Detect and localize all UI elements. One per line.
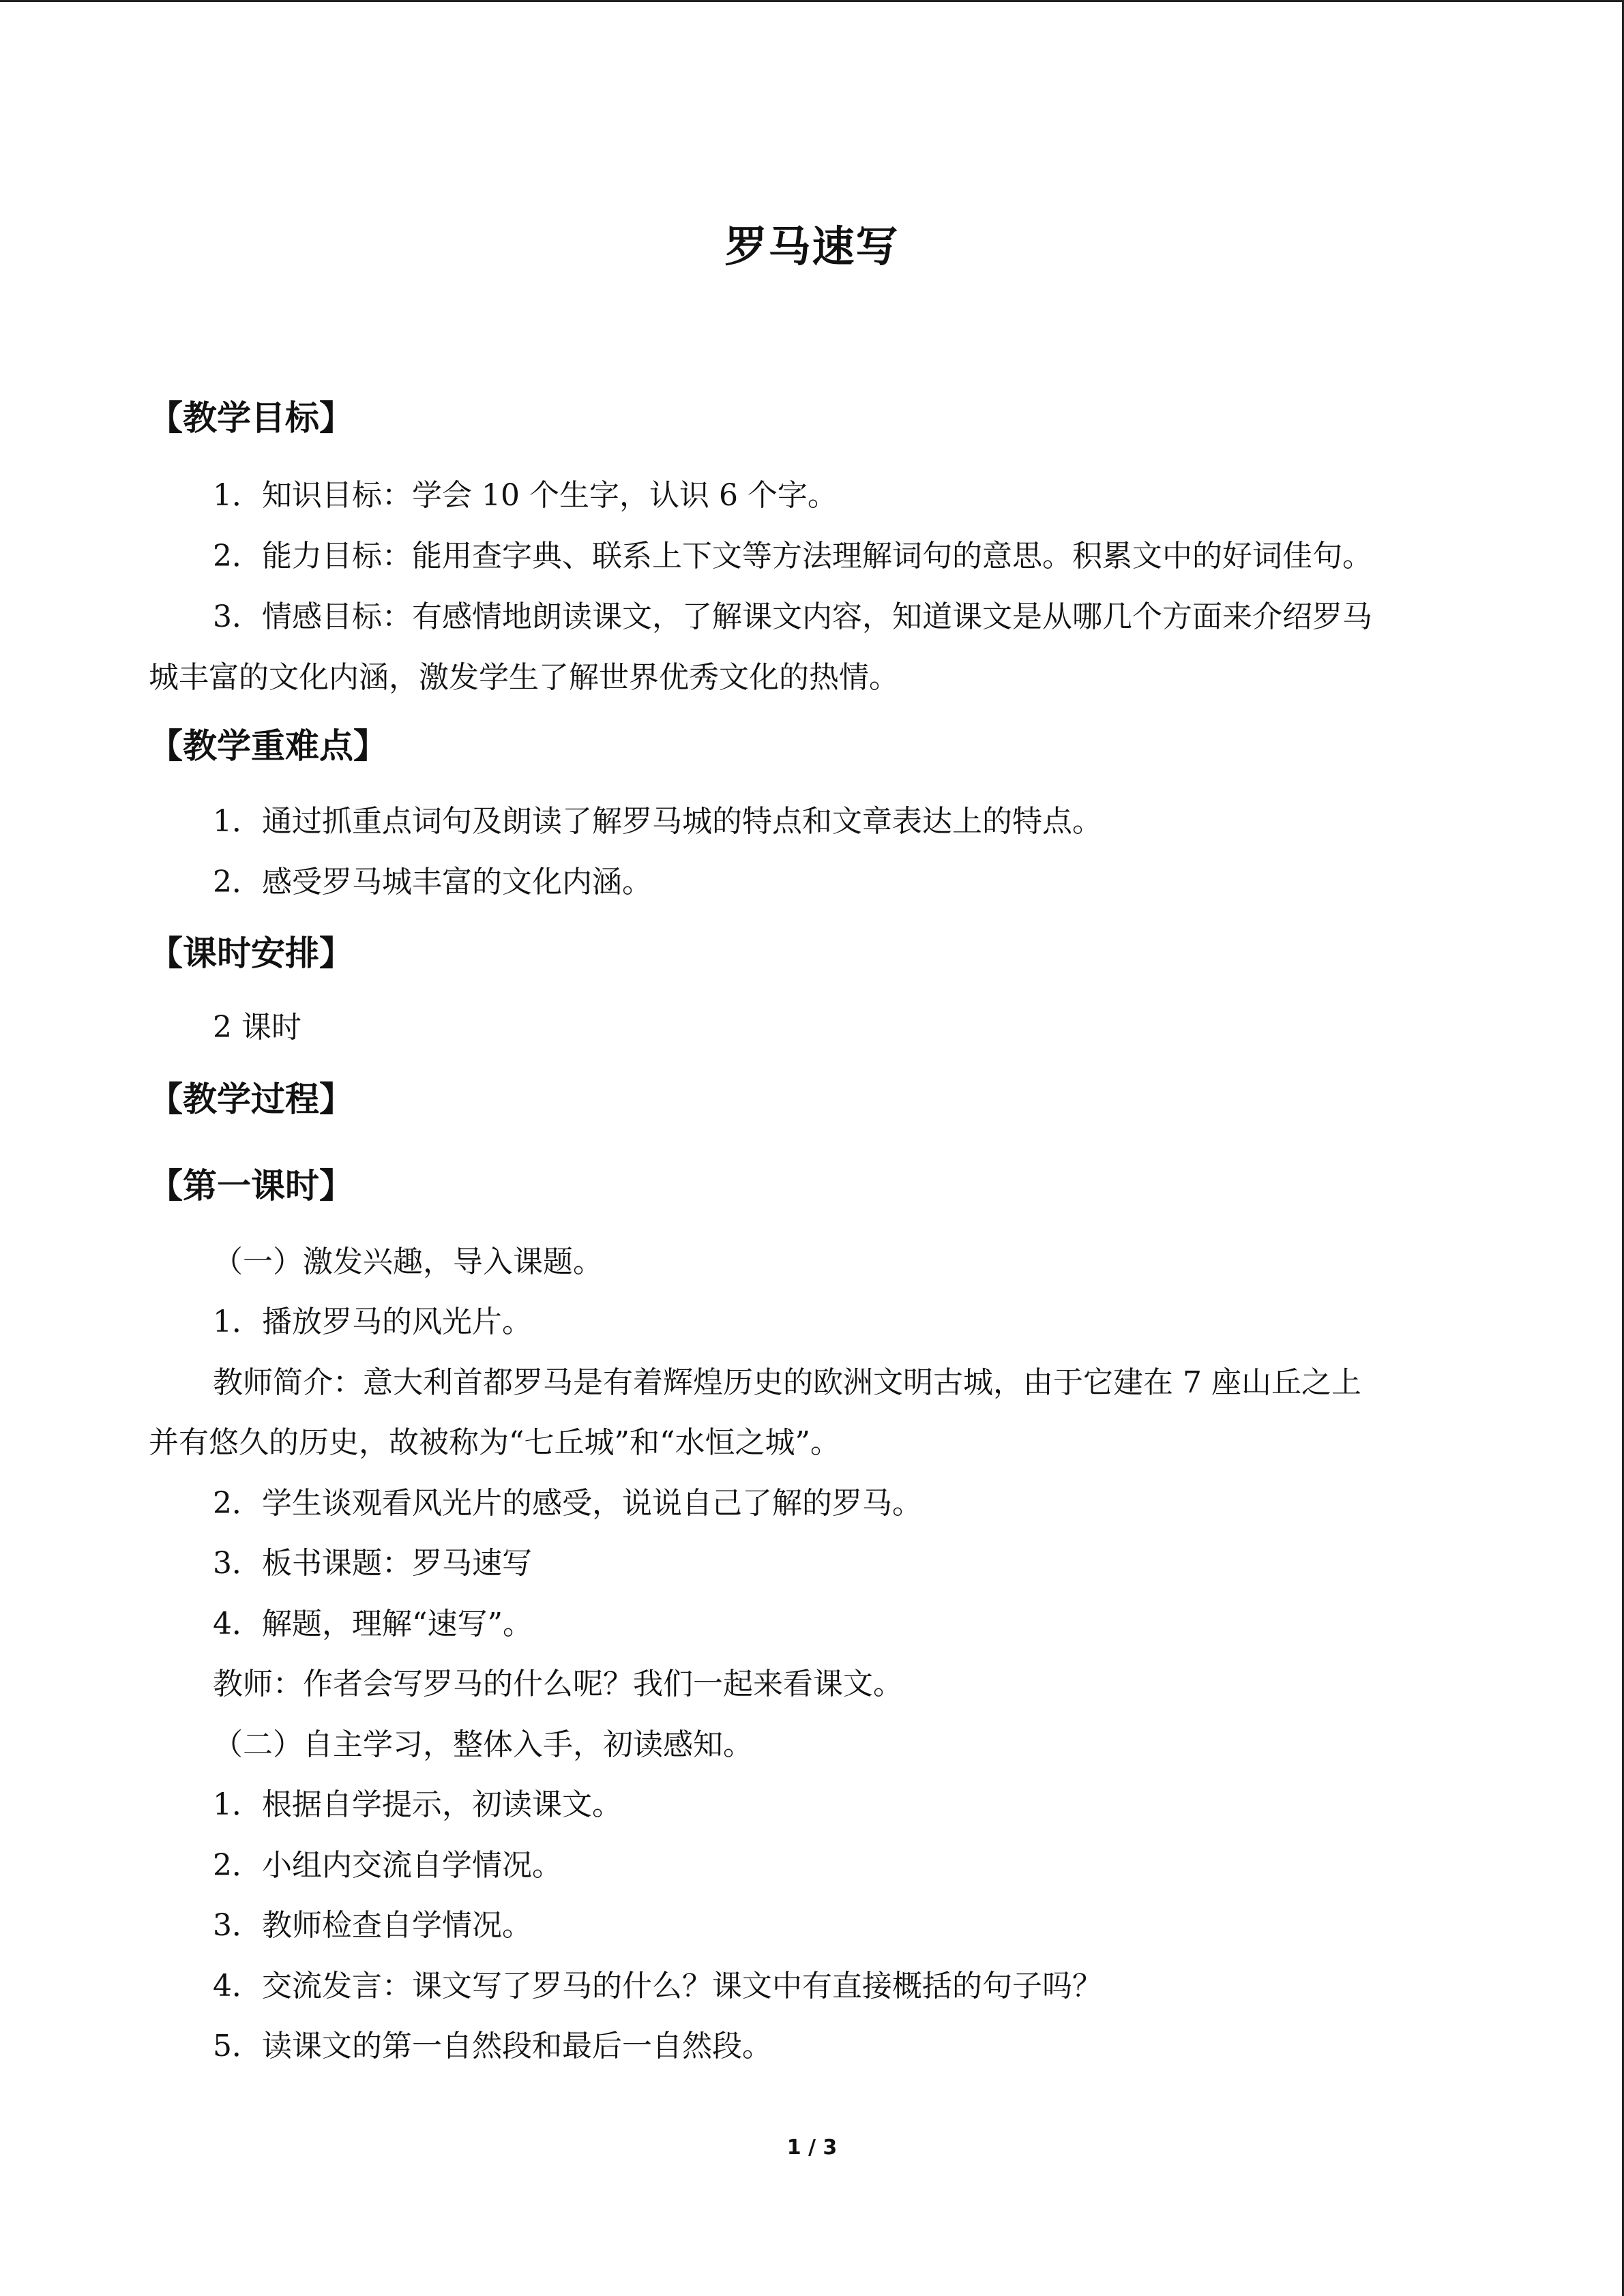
lesson-line: 5．读课文的第一自然段和最后一自然段。 (213, 2029, 772, 2063)
lesson-line: 4．交流发言：课文写了罗马的什么？课文中有直接概括的句子吗？ (213, 1969, 1102, 2003)
schedule-text: 2 课时 (213, 1010, 301, 1045)
lesson-line: 1．播放罗马的风光片。 (213, 1304, 532, 1339)
goal-item-knowledge: 1．知识目标：学会 10 个生字，认识 6 个字。 (213, 478, 838, 513)
page-border-top (0, 0, 1624, 2)
lesson-line: 3．教师检查自学情况。 (213, 1908, 532, 1943)
lesson-line: 2．学生谈观看风光片的感受，说说自己了解的罗马。 (213, 1486, 922, 1521)
heading-lesson-one: 【第一课时】 (149, 1165, 353, 1206)
lesson-line: 4．解题，理解“速写”。 (213, 1607, 533, 1641)
lesson-line: 3．板书课题：罗马速写 (213, 1546, 532, 1581)
page-number: 1 / 3 (786, 2136, 838, 2160)
lesson-line: 并有悠久的历史，故被称为“七丘城”和“水恒之城”。 (149, 1425, 840, 1460)
heading-teaching-goals: 【教学目标】 (149, 398, 353, 438)
lesson-line: 教师简介：意大利首都罗马是有着辉煌历史的欧洲文明古城，由于它建在 7 座山丘之上 (213, 1365, 1361, 1400)
heading-teaching-process: 【教学过程】 (149, 1079, 353, 1119)
heading-schedule: 【课时安排】 (149, 933, 353, 973)
document-title: 罗马速写 (724, 222, 900, 271)
lesson-line: （一）激发兴趣，导入课题。 (213, 1244, 603, 1279)
heading-key-points: 【教学重难点】 (149, 726, 387, 766)
goal-item-emotion: 3．情感目标：有感情地朗读课文，了解课文内容，知道课文是从哪几个方面来介绍罗马 (213, 599, 1372, 634)
lesson-line: 2．小组内交流自学情况。 (213, 1848, 562, 1883)
lesson-line: 1．根据自学提示，初读课文。 (213, 1787, 622, 1822)
lesson-line: 教师：作者会写罗马的什么呢？我们一起来看课文。 (213, 1667, 903, 1701)
goal-item-emotion-continued: 城丰富的文化内涵，激发学生了解世界优秀文化的热情。 (149, 660, 899, 695)
key-point-item-1: 1．通过抓重点词句及朗读了解罗马城的特点和文章表达上的特点。 (213, 804, 1102, 839)
key-point-item-2: 2．感受罗马城丰富的文化内涵。 (213, 865, 652, 899)
lesson-line: （二）自主学习，整体入手，初读感知。 (213, 1727, 753, 1762)
goal-item-ability: 2．能力目标：能用查字典、联系上下文等方法理解词句的意思。积累文中的好词佳句。 (213, 539, 1372, 573)
